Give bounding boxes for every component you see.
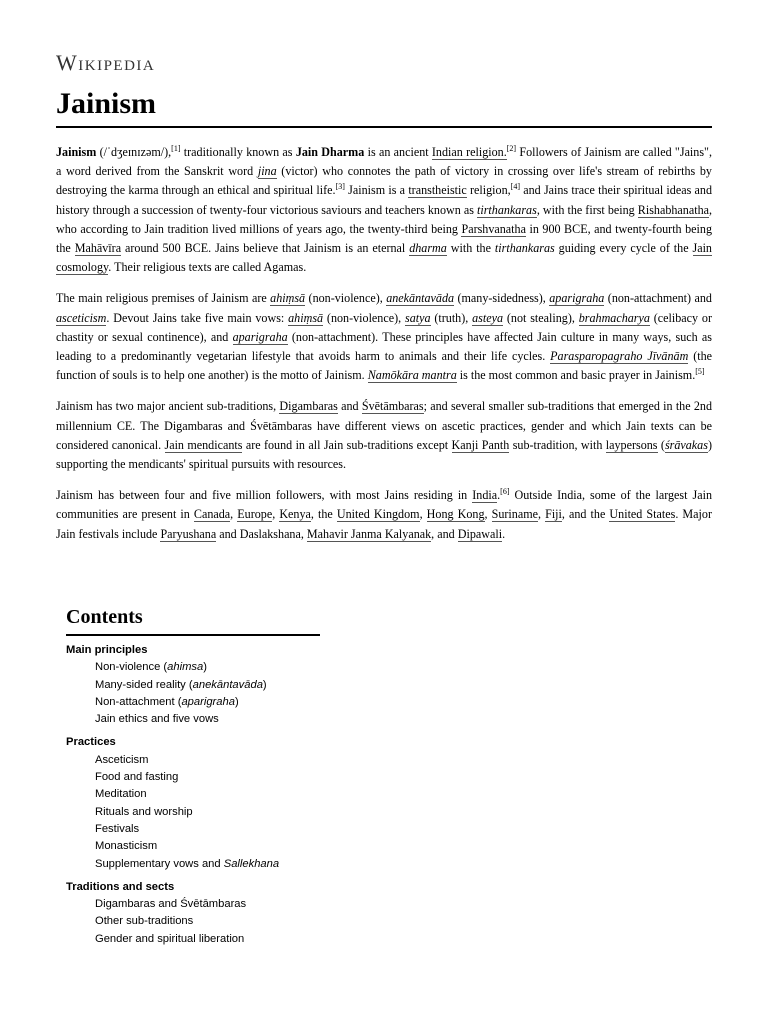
toc-item[interactable] (66, 913, 320, 930)
text-run: Digambaras and Śvētāmbaras (95, 898, 247, 911)
text-run: , who according to Jain tradition lived millions of years ago, the twenty-third being (56, 202, 713, 236)
wiki-link[interactable]: tirthankaras (477, 202, 537, 217)
text-run: , (272, 507, 280, 522)
wiki-link[interactable]: United States (609, 507, 676, 522)
text-run: Gender and spiritual liberation (95, 932, 245, 945)
text-run: and Daslakshana, (216, 526, 307, 541)
wiki-link[interactable]: Indian religion. (431, 145, 507, 159)
text-run: , (537, 507, 546, 522)
citation-ref[interactable]: [5] (695, 367, 705, 377)
wiki-link[interactable]: asceticism (56, 310, 107, 325)
text-run: Monasticism (95, 840, 158, 853)
text-run: The main religious premises of Jainism are (56, 291, 271, 306)
article-paragraph (56, 397, 712, 474)
text-run: ahimsa (167, 661, 204, 674)
wikipedia-wordmark[interactable]: Wikipedia (56, 50, 156, 75)
text-run: ( (657, 437, 665, 452)
text-run: , (484, 507, 492, 522)
text-run: and (337, 399, 362, 414)
citation-ref[interactable]: [1] (171, 143, 181, 153)
text-run: Rituals and worship (95, 805, 193, 818)
text-run: Jain ethics and five vows (95, 713, 219, 726)
wiki-link[interactable]: aparigraha (232, 329, 288, 344)
text-run: Jainism is a (344, 183, 409, 198)
text-run: is the most common and basic prayer in Jainism. (456, 368, 696, 383)
wiki-link[interactable]: Śvētāmbaras (361, 399, 424, 414)
text-run: ) (203, 661, 207, 674)
table-of-contents (66, 604, 320, 954)
wiki-link[interactable]: satya (404, 310, 431, 325)
toc-section (66, 734, 320, 872)
text-run: , with the first being (536, 202, 638, 217)
citation-ref[interactable]: [4] (510, 182, 520, 192)
text-run: . (497, 488, 501, 503)
text-run: (celibacy or chastity or sexual continence), and (56, 310, 713, 344)
wiki-link[interactable]: asteya (472, 310, 504, 325)
article-body (56, 143, 712, 556)
contents-divider (66, 634, 320, 636)
text-run: Festivals (95, 822, 140, 835)
wiki-link[interactable]: Hong Kong (426, 507, 485, 522)
text-run: ; and several smaller sub-traditions that emerged in the 2nd millennium CE. The Digambaras and Śvētāmbaras have different views on ascetic practices, gender and which Jain texts can be considered canonical. (56, 399, 712, 452)
text-run: with the (446, 241, 495, 256)
text-run: , the (310, 507, 337, 522)
text-run: (non-attachment). These principles have affected Jain culture in many ways, such as leading to a predominantly vegetarian lifestyle that avoids harm to animals and their life cycles. (56, 329, 712, 364)
wiki-link[interactable]: ahiṃsā (288, 310, 324, 325)
wiki-link[interactable]: Canada (193, 507, 231, 522)
wiki-link[interactable]: Suriname (491, 507, 538, 522)
wiki-link[interactable]: Mahavir Janma Kalyanak (306, 526, 432, 541)
wiki-link[interactable]: laypersons (605, 437, 658, 452)
wiki-link[interactable]: śrāvakas (664, 437, 708, 452)
toc-item[interactable] (66, 659, 320, 676)
text-run: Jainism has between four and five million followers, with most Jains residing in (56, 488, 473, 503)
toc-list (66, 642, 320, 948)
text-run: tirthankaras (494, 241, 555, 256)
text-run: Meditation (95, 788, 147, 801)
text-run: , and the (561, 507, 610, 522)
toc-section (66, 879, 320, 948)
wiki-link[interactable]: Dipawali (457, 526, 503, 541)
text-run: around 500 BCE. Jains believe that Jainism is an eternal (121, 241, 410, 256)
text-run: . Their religious texts are called Agamas. (108, 260, 307, 275)
toc-item[interactable] (66, 752, 320, 769)
text-run: . Major Jain festivals include (56, 507, 712, 541)
text-run: Food and fasting (95, 771, 179, 784)
wiki-link[interactable]: anekāntavāda (386, 291, 455, 306)
text-run: Supplementary vows and (95, 857, 224, 870)
text-run: sub-tradition, with (509, 437, 606, 452)
article-paragraph (56, 143, 712, 277)
wiki-link[interactable]: Jain mendicants (164, 437, 243, 452)
wiki-link[interactable]: Parshvanatha (461, 221, 526, 236)
toc-item[interactable] (66, 769, 320, 786)
text-run: aparigraha (181, 695, 235, 708)
wiki-link[interactable]: jina (257, 164, 277, 179)
wiki-link[interactable]: Parasparopagraho Jīvānām (550, 349, 689, 364)
wiki-link[interactable]: Kenya (279, 507, 311, 522)
toc-section-heading[interactable]: Main principles (66, 644, 148, 656)
text-run: ) (234, 695, 239, 708)
text-run: (many-sidedness), (454, 291, 550, 306)
wiki-link[interactable]: Jain cosmology (56, 241, 712, 275)
text-run: (not stealing), (503, 310, 579, 325)
toc-section (66, 642, 320, 728)
toc-item[interactable] (66, 896, 320, 913)
text-run: anekāntavāda (192, 678, 263, 691)
wiki-link[interactable]: Mahāvīra (74, 241, 122, 256)
text-run: Other sub-traditions (95, 915, 194, 928)
wiki-link[interactable]: Europe (237, 507, 273, 522)
wiki-link[interactable]: dharma (409, 241, 447, 256)
text-run: , (419, 507, 427, 522)
toc-item[interactable] (66, 711, 320, 728)
contents-title: Contents (66, 606, 143, 628)
text-run: guiding every cycle of the (554, 241, 693, 256)
article-paragraph (56, 289, 712, 385)
text-run: (non-attachment) and (604, 291, 712, 306)
text-run: Jain Dharma (295, 145, 365, 159)
text-run: Many-sided reality ( (95, 678, 193, 691)
text-run: Outside India, some of the largest Jain communities are present in (56, 488, 712, 522)
text-run: in 900 BCE, and twenty-fourth being the (56, 221, 712, 256)
text-run: (non-violence), (323, 310, 405, 325)
text-run: Asceticism (95, 753, 149, 766)
wiki-link[interactable]: Rishabhanatha (637, 202, 709, 217)
text-run: traditionally known as (180, 145, 296, 159)
wiki-link[interactable]: Kanji Panth (451, 437, 510, 452)
text-run: (/ˈdʒeɪnɪzəm/), (96, 145, 172, 159)
toc-item[interactable] (66, 821, 320, 838)
text-run: Sallekhana (223, 857, 280, 870)
page-title: Jainism (56, 87, 157, 120)
citation-ref[interactable]: [3] (335, 182, 345, 192)
wiki-link[interactable]: India (472, 488, 498, 503)
text-run: , (230, 507, 238, 522)
text-run: is an ancient (364, 145, 432, 159)
text-run: . (502, 526, 506, 541)
citation-ref[interactable]: [2] (506, 143, 517, 153)
toc-item[interactable] (66, 677, 320, 694)
wiki-link[interactable]: Namōkāra mantra (367, 368, 457, 383)
text-run: (non-violence), (305, 291, 387, 306)
text-run: Followers of Jainism are called "Jains", a word derived from the Sanskrit word (56, 145, 713, 179)
text-run: Jainism has two major ancient sub-traditions, (56, 399, 280, 414)
toc-item[interactable] (66, 838, 320, 855)
toc-item[interactable] (66, 804, 320, 821)
toc-item[interactable] (66, 856, 320, 873)
text-run: and Jains trace their spiritual ideas and history through a succession of twenty-four victorious saviours and teachers known as (56, 183, 712, 217)
text-run: (victor) who connotes the path of victory in crossing over life's stream of rebirths by destroying the karma through an ethical and spiritual life. (56, 164, 712, 198)
toc-section-heading[interactable]: Practices (66, 736, 116, 749)
text-run: religion, (466, 183, 511, 198)
toc-section-heading[interactable]: Traditions and sects (66, 880, 175, 893)
text-run: ) supporting the mendicants' spiritual pursuits with resources. (56, 437, 712, 472)
text-run: (the function of souls is to help one another) is the motto of Jainism. (56, 349, 712, 383)
wiki-link[interactable]: aparigraha (549, 291, 605, 306)
wiki-link[interactable]: Digambaras (279, 399, 338, 414)
text-run: Non-attachment ( (95, 695, 182, 708)
toc-item[interactable] (66, 786, 320, 803)
wiki-link[interactable]: Paryushana (160, 526, 217, 541)
citation-ref[interactable]: [6] (500, 487, 510, 497)
toc-item[interactable] (66, 694, 320, 711)
text-run: Jainism (56, 145, 97, 159)
wiki-link[interactable]: Fiji (545, 507, 562, 522)
text-run: ) (262, 678, 267, 691)
text-run: (truth), (430, 310, 473, 325)
text-run: are found in all Jain sub-traditions except (242, 437, 452, 452)
text-run: Non-violence ( (95, 661, 168, 674)
wiki-link[interactable]: ahiṃsā (270, 291, 306, 306)
text-run: , and (431, 526, 458, 541)
wiki-link[interactable]: United Kingdom (336, 507, 420, 522)
wiki-link[interactable]: transtheistic (408, 183, 467, 198)
title-divider (56, 126, 712, 128)
text-run: . Devout Jains take five main vows: (106, 310, 289, 325)
wiki-link[interactable]: brahmacharya (578, 310, 650, 325)
toc-item[interactable] (66, 931, 320, 948)
article-paragraph (56, 486, 712, 544)
